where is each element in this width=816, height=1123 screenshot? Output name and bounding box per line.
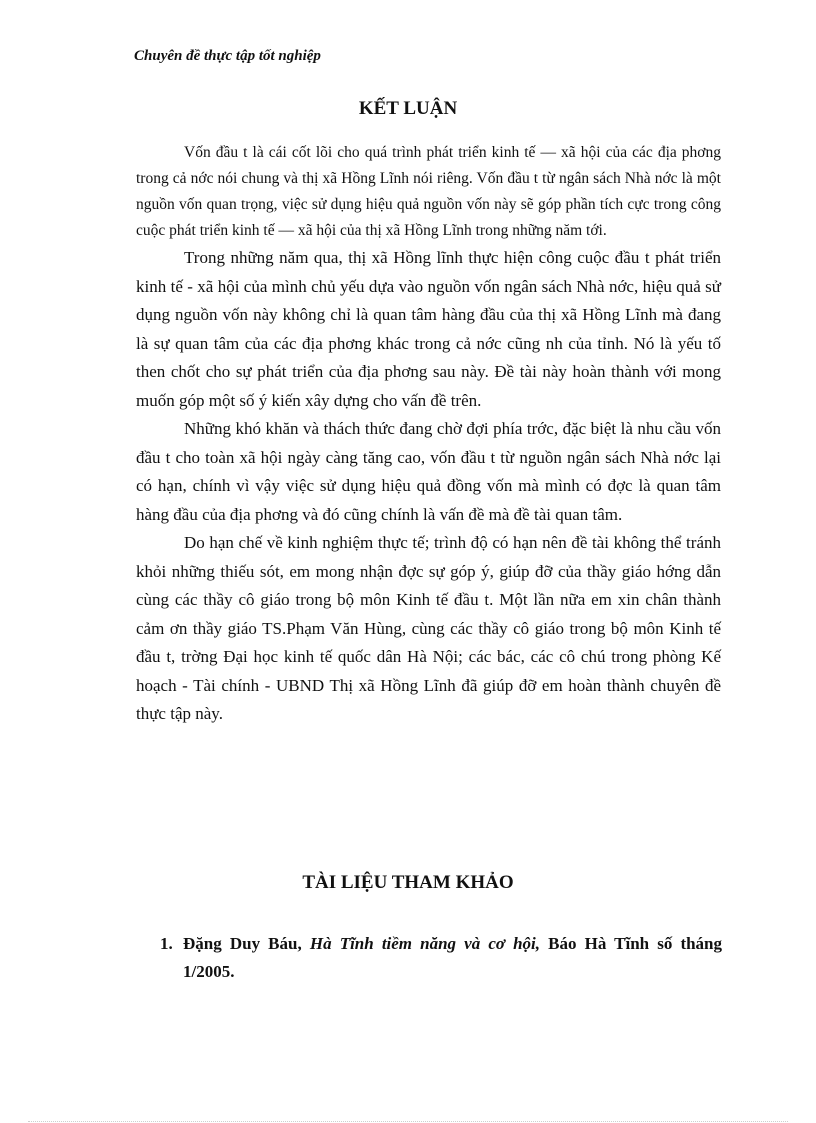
reference-source: Báo Hà Tĩnh số tháng 1/2005. [183,934,723,981]
conclusion-paragraph-4: Do hạn chế về kinh nghiệm thực tế; trình độ có hạn nên đề tài không thể tránh khỏi những thiếu sót, em mong nhận đợc sự góp ý, giúp đỡ của thầy giáo hớng dẫn cùng các thầy cô giáo trong bộ môn Kinh tế đầu t. Một lần nữa em xin chân thành cảm ơn thầy giáo TS.Phạm Văn Hùng, cùng các thầy cô giáo trong bộ môn Kinh tế đầu t, trờng Đại học kinh tế quốc dân Hà Nội; các bác, các cô chú trong phòng Kế hoạch - Tài chính - UBND Thị xã Hồng Lĩnh đã giúp đỡ em hoàn thành chuyên đề thực tập này. [136,533,721,723]
conclusion-paragraph-1: Vốn đầu t là cái cốt lõi cho quá trình phát triển kinh tế — xã hội của các địa phơng trong cả nớc nói chung và thị xã Hồng Lĩnh nói riêng. Vốn đầu t từ ngân sách Nhà nớc là một nguồn vốn quan trọng, việc sử dụng hiệu quả nguồn vốn này sẽ góp phần tích cực trong công cuộc phát triển kinh tế — xã hội của thị xã Hồng Lĩnh trong những năm tới. [136,144,721,239]
reference-author: Đặng Duy Báu, [183,934,302,953]
page-bottom-rule [28,1121,788,1122]
conclusion-body [136,140,721,729]
reference-item [160,930,722,986]
conclusion-paragraph-2: Trong những năm qua, thị xã Hồng lĩnh thực hiện công cuộc đầu t phát triển kinh tế - xã hội của mình chủ yếu dựa vào nguồn vốn ngân sách Nhà nớc, hiệu quả sử dụng nguồn vốn này không chỉ là quan tâm hàng đầu của thị xã Hồng Lĩnh mà đang là sự quan tâm của các địa phơng khác trong cả nớc cũng nh của tỉnh. Nó là yếu tố then chốt cho sự phát triển của địa phơng sau này. Đề tài này hoàn thành với mong muốn góp một số ý kiến xây dựng cho vấn đề trên. [136,248,721,410]
conclusion-title: KẾT LUẬN [358,98,458,119]
reference-text [183,930,722,986]
running-header: Chuyên đề thực tập tốt nghiệp [134,48,321,64]
references-title: TÀI LIỆU THAM KHẢO [302,872,514,893]
conclusion-paragraph-3: Những khó khăn và thách thức đang chờ đợi phía trớc, đặc biệt là nhu cầu vốn đầu t cho toàn xã hội ngày càng tăng cao, vốn đầu t từ nguồn ngân sách Nhà nớc lại có hạn, chính vì vậy việc sử dụng hiệu quả đồng vốn mà mình có đợc là quan tâm hàng đầu của địa phơng và đó cũng chính là vấn đề mà đề tài quan tâm. [136,419,721,524]
reference-work-title: Hà Tĩnh tiềm năng và cơ hội, [309,934,541,953]
reference-number: 1. [160,934,173,953]
